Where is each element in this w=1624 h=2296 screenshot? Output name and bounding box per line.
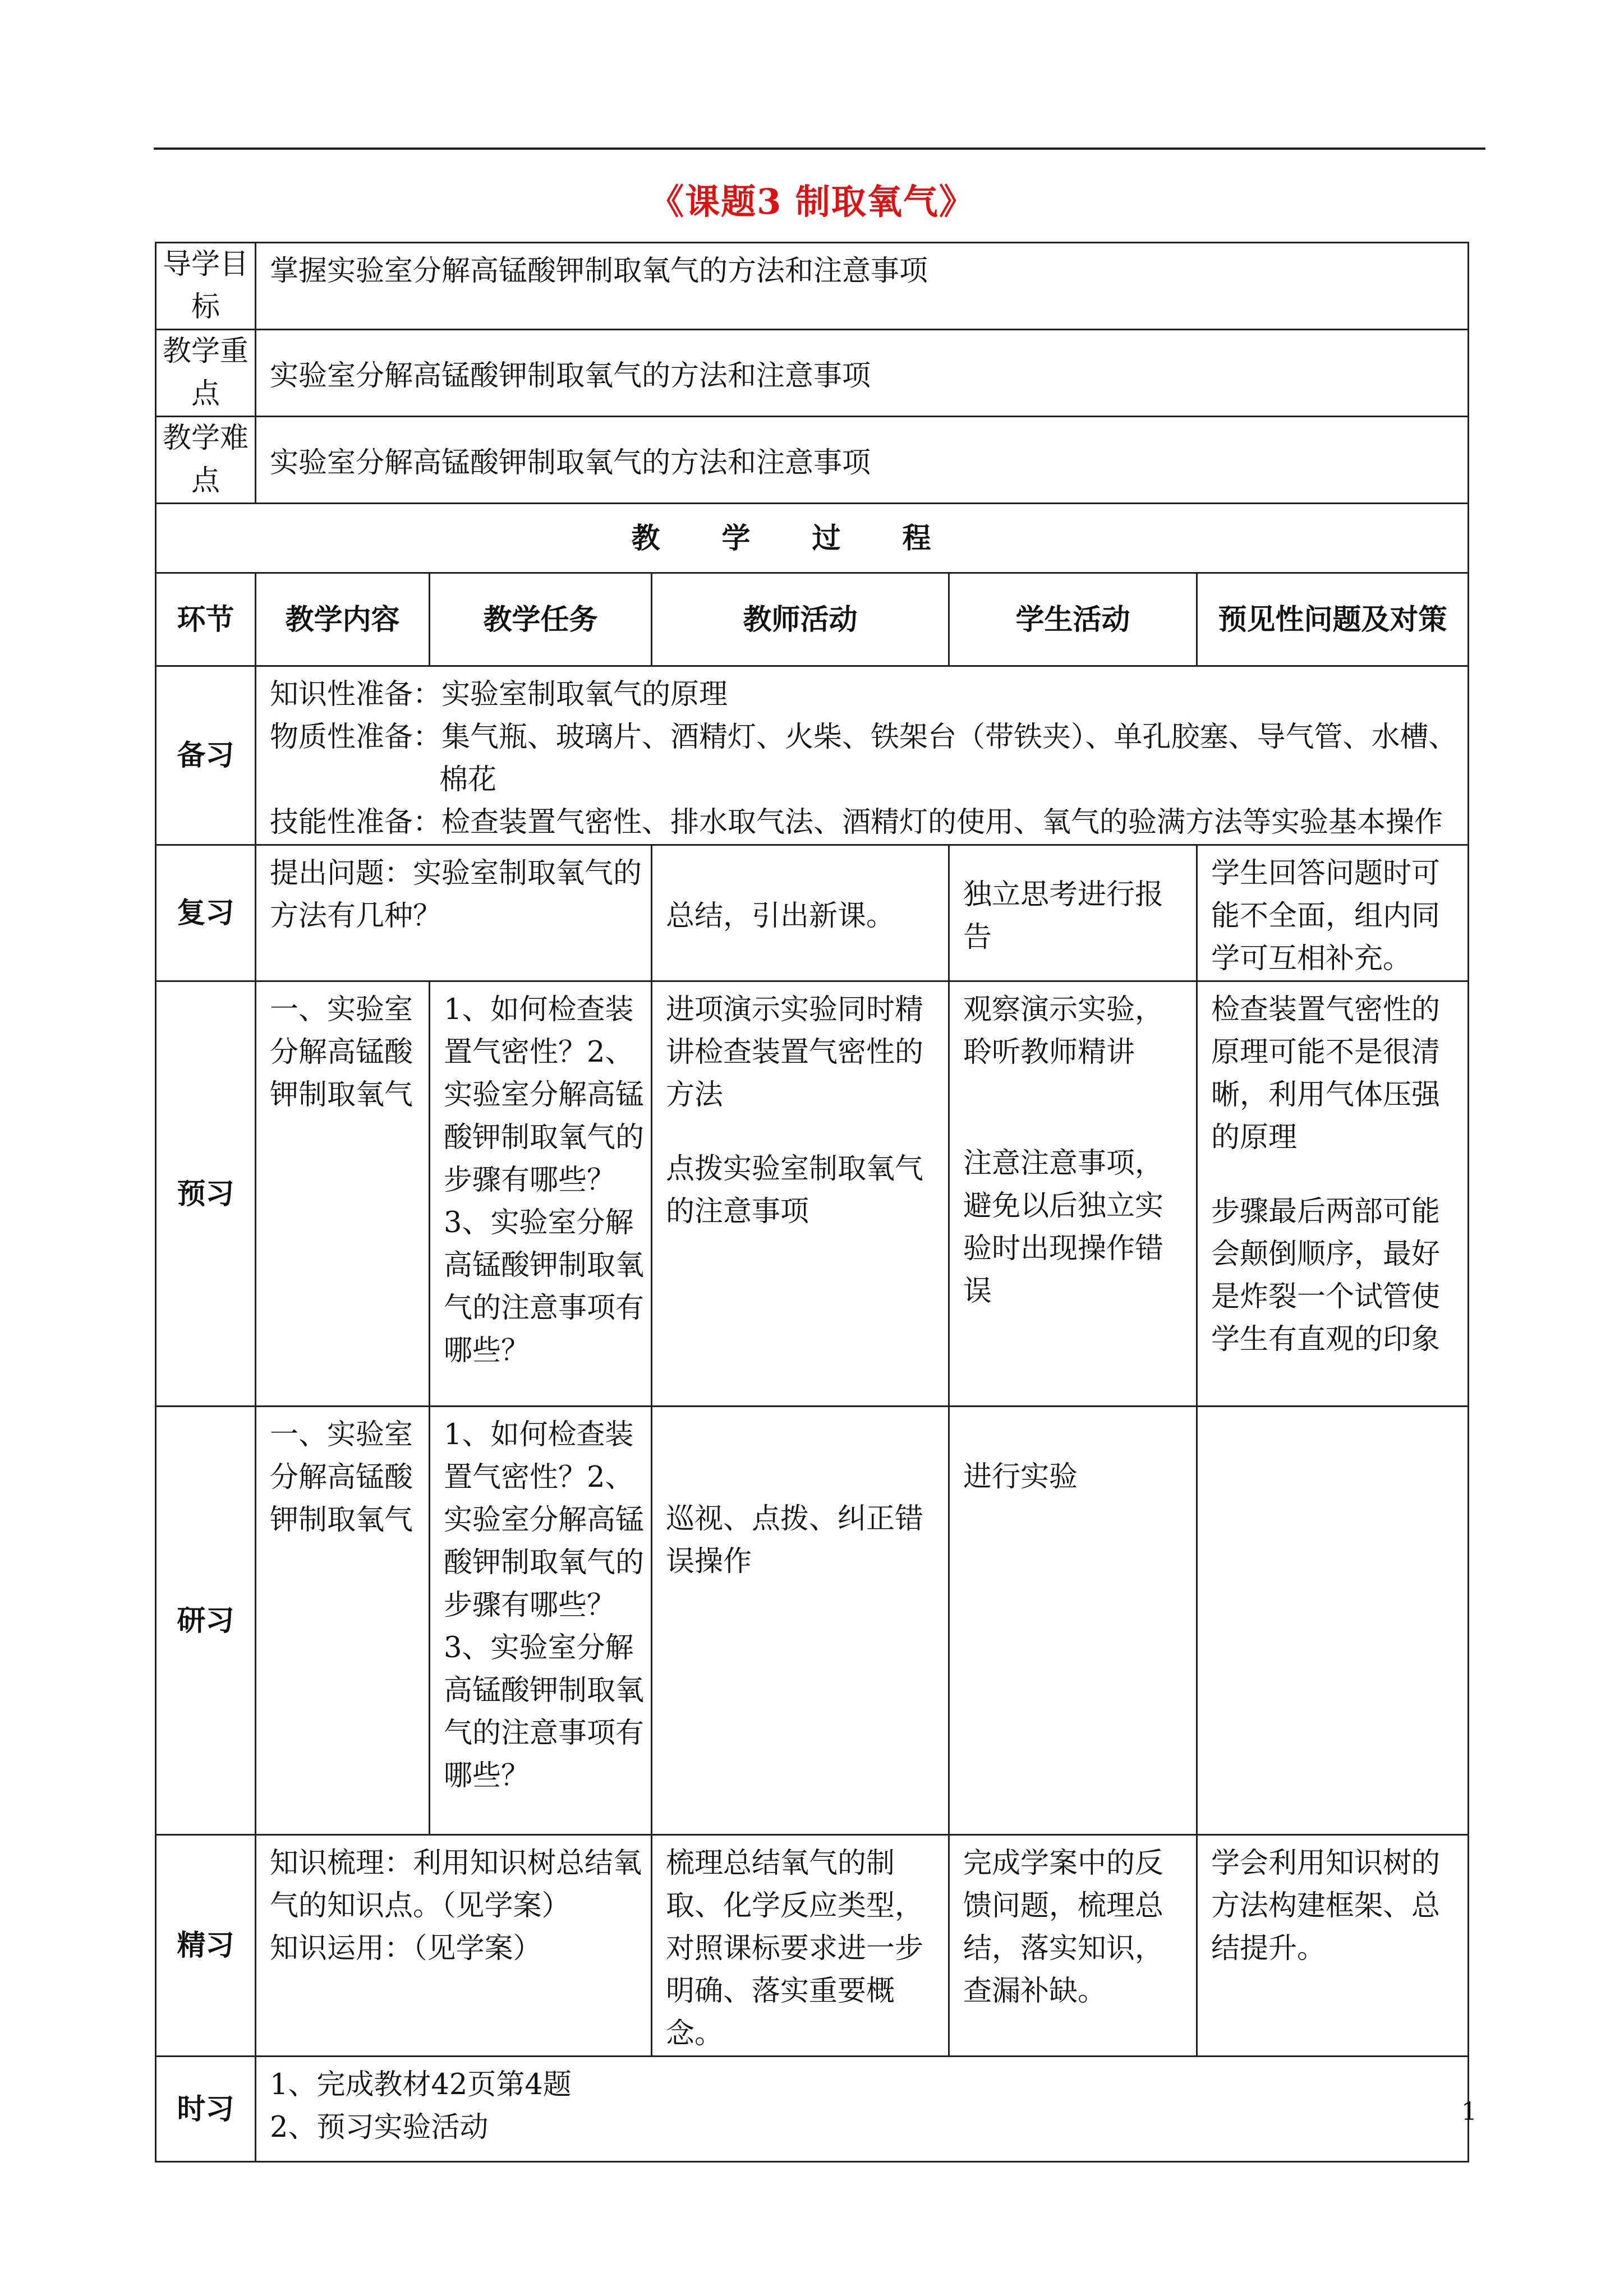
fuxi-label: 复习 (156, 845, 256, 981)
jingxi-content-1: 知识梳理：利用知识树总结氧气的知识点。（见学案） (270, 1847, 642, 1922)
difficulty-row (156, 417, 1469, 504)
spacer (666, 1414, 941, 1498)
col-header-teacher: 教师活动 (652, 573, 949, 666)
yuxi-row (156, 981, 1469, 1407)
fuxi-content: 提出问题：实验室制取氧气的方法有几种？ (256, 845, 652, 981)
fuxi-student: 独立思考进行报告 (949, 845, 1197, 981)
jingxi-row (156, 1835, 1469, 2057)
header-rule (154, 147, 1485, 150)
shixi-label: 时习 (156, 2057, 256, 2162)
yanxi-label: 研习 (156, 1407, 256, 1835)
jingxi-label: 精习 (156, 1835, 256, 2057)
beixi-row (156, 666, 1469, 845)
yuxi-issues (1197, 981, 1469, 1407)
difficulty-value: 实验室分解高锰酸钾制取氧气的方法和注意事项 (256, 417, 1469, 504)
document-title: 《课题3 制取氧气》 (649, 181, 975, 222)
jingxi-issues: 学会利用知识树的方法构建框架、总结提升。 (1197, 1835, 1469, 2057)
key-point-row (156, 330, 1469, 417)
key-point-value: 实验室分解高锰酸钾制取氧气的方法和注意事项 (256, 330, 1469, 417)
yanxi-student (949, 1407, 1197, 1835)
yanxi-row (156, 1407, 1469, 1835)
yanxi-task: 1、如何检查装置气密性？2、实验室分解高锰酸钾制取氧气的步骤有哪些？3、实验室分解高锰酸钾制取氧气的注意事项有哪些？ (430, 1407, 652, 1835)
yuxi-issues-1: 检查装置气密性的原理可能不是很清晰，利用气体压强的原理 (1211, 993, 1441, 1154)
yuxi-teacher-2: 点拨实验室制取氧气的注意事项 (666, 1152, 924, 1228)
yuxi-student-1: 观察演示实验，聆听教师精讲 (963, 993, 1164, 1069)
yuxi-task: 1、如何检查装置气密性？2、实验室分解高锰酸钾制取氧气的步骤有哪些？3、实验室分解高锰酸钾制取氧气的注意事项有哪些？ (430, 981, 652, 1407)
lesson-plan-table (155, 242, 1469, 2163)
fuxi-teacher: 总结，引出新课。 (652, 845, 949, 981)
yanxi-student-text: 进行实验 (963, 1460, 1078, 1493)
goal-row (156, 243, 1469, 330)
col-header-task: 教学任务 (430, 573, 652, 666)
col-header-content: 教学内容 (256, 573, 430, 666)
yanxi-teacher-text: 巡视、点拨、纠正错误操作 (666, 1502, 924, 1578)
beixi-content (256, 666, 1469, 845)
yuxi-label: 预习 (156, 981, 256, 1407)
jingxi-teacher: 梳理总结氧气的制取、化学反应类型，对照课标要求进一步明确、落实重要概念。 (652, 1835, 949, 2057)
spacer (963, 1414, 1189, 1456)
jingxi-content-2: 知识运用：（见学案） (270, 1932, 542, 1965)
yuxi-student (949, 981, 1197, 1407)
shixi-line-2: 2、预习实验活动 (270, 2111, 489, 2144)
spacer (1211, 1159, 1461, 1191)
spacer (666, 1117, 941, 1148)
col-header-stage: 环节 (156, 573, 256, 666)
process-header: 教学过程 (156, 504, 1469, 573)
yanxi-teacher (652, 1407, 949, 1835)
col-header-issues: 预见性问题及对策 (1197, 573, 1469, 666)
beixi-label: 备习 (156, 666, 256, 845)
yuxi-content: 一、实验室分解高锰酸钾制取氧气 (256, 981, 430, 1407)
beixi-line: 知识性准备：实验室制取氧气的原理 (270, 678, 728, 711)
jingxi-content (256, 1835, 652, 2057)
yuxi-student-2: 注意注意事项，避免以后独立实验时出现操作错误 (963, 1147, 1164, 1308)
yanxi-content: 一、实验室分解高锰酸钾制取氧气 (256, 1407, 430, 1835)
yuxi-teacher-1: 进项演示实验同时精讲检查装置气密性的方法 (666, 993, 924, 1112)
column-header-row (156, 573, 1469, 666)
page-number: 1 (1461, 2097, 1477, 2126)
yuxi-issues-2: 步骤最后两部可能会颠倒顺序，最好是炸裂一个试管使学生有直观的印象 (1211, 1195, 1441, 1356)
spacer (963, 1074, 1189, 1142)
shixi-line-1: 1、完成教材42页第4题 (270, 2068, 572, 2101)
process-header-row (156, 504, 1469, 573)
fuxi-row (156, 845, 1469, 981)
difficulty-label: 教学难点 (156, 417, 256, 504)
fuxi-issues: 学生回答问题时可能不全面，组内同学可互相补充。 (1197, 845, 1469, 981)
col-header-student: 学生活动 (949, 573, 1197, 666)
key-point-label: 教学重点 (156, 330, 256, 417)
yuxi-teacher (652, 981, 949, 1407)
jingxi-student: 完成学案中的反馈问题，梳理总结，落实知识，查漏补缺。 (949, 1835, 1197, 2057)
beixi-line: 技能性准备：检查装置气密性、排水取气法、酒精灯的使用、氧气的验满方法等实验基本操作 (270, 806, 1443, 839)
goal-value: 掌握实验室分解高锰酸钾制取氧气的方法和注意事项 (256, 243, 1469, 330)
shixi-content (256, 2057, 1469, 2162)
yanxi-issues (1197, 1407, 1469, 1835)
goal-label: 导学目标 (156, 243, 256, 330)
beixi-line: 棉花 (439, 763, 497, 796)
beixi-line: 物质性准备：集气瓶、玻璃片、酒精灯、火柴、铁架台（带铁夹）、单孔胶塞、导气管、水槽、 (270, 721, 1457, 754)
shixi-row (156, 2057, 1469, 2162)
